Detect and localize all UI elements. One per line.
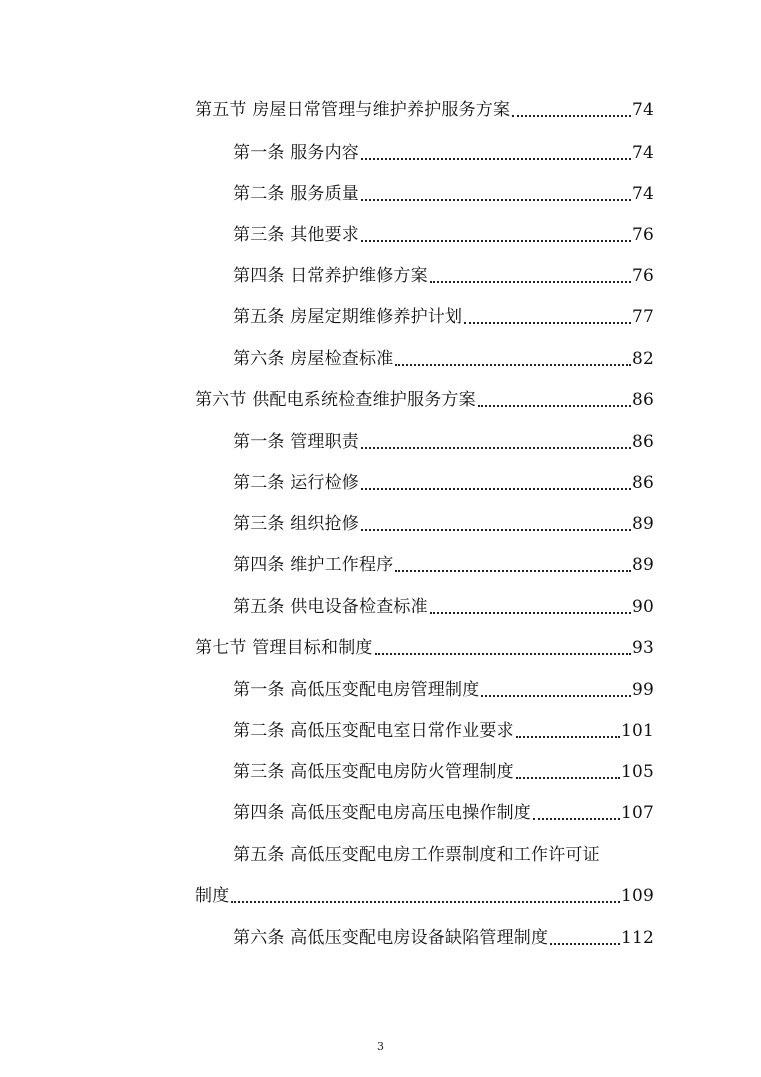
toc-entry[interactable] <box>233 470 654 494</box>
toc-entry-label: 第六条 房屋检查标准 <box>233 349 394 369</box>
toc-entry-section-5[interactable] <box>195 97 654 121</box>
toc-entry-page: 90 <box>631 597 654 617</box>
dot-leader <box>361 234 631 242</box>
dot-leader <box>375 647 631 655</box>
toc-entry-page: 76 <box>631 266 654 286</box>
toc-entry[interactable] <box>233 140 654 164</box>
dot-leader <box>481 689 631 697</box>
toc-entry-wrapped[interactable] <box>233 842 654 866</box>
dot-leader <box>430 606 631 614</box>
toc-entry-page: 86 <box>631 432 654 452</box>
toc-entry-label: 第七节 管理目标和制度 <box>195 638 373 658</box>
toc-entry-page: 89 <box>631 555 654 575</box>
dot-leader <box>430 275 631 283</box>
toc-entry-page: 89 <box>631 514 654 534</box>
toc-entry-label: 第三条 组织抢修 <box>233 514 360 534</box>
toc-entry[interactable] <box>233 222 654 246</box>
toc-entry[interactable] <box>233 511 654 535</box>
toc-entry-label: 第六条 高低压变配电房设备缺陷管理制度 <box>233 928 549 948</box>
dot-leader <box>395 564 631 572</box>
toc-entry-label-continued: 制度 <box>195 886 230 906</box>
toc-entry-page: 86 <box>631 473 654 493</box>
toc-entry-label: 第五条 房屋定期维修养护计划 <box>233 307 463 327</box>
dot-leader <box>478 399 631 407</box>
toc-entry-page: 109 <box>620 886 654 906</box>
toc-entry-page: 77 <box>631 307 654 327</box>
toc-entry-label: 第五条 供电设备检查标准 <box>233 597 428 617</box>
toc-entry-page: 74 <box>631 100 654 120</box>
toc-entry-page: 112 <box>620 928 654 948</box>
toc-entry-label: 第二条 服务质量 <box>233 184 360 204</box>
toc-entry-label: 第一条 管理职责 <box>233 432 360 452</box>
toc-entry[interactable] <box>233 925 654 949</box>
toc-entry[interactable] <box>233 429 654 453</box>
toc-entry-label: 第一条 服务内容 <box>233 143 360 163</box>
dot-leader <box>516 771 620 779</box>
toc-entry[interactable] <box>233 181 654 205</box>
toc-entry-page: 86 <box>631 390 654 410</box>
dot-leader <box>361 193 631 201</box>
toc-entry-label: 第一条 高低压变配电房管理制度 <box>233 680 480 700</box>
toc-entry-label: 第四条 维护工作程序 <box>233 555 394 575</box>
dot-leader <box>395 358 631 366</box>
toc-entry-page: 99 <box>631 680 654 700</box>
toc-entry[interactable] <box>233 552 654 576</box>
dot-leader <box>533 812 620 820</box>
toc-entry[interactable] <box>233 800 654 824</box>
toc-entry[interactable] <box>233 677 654 701</box>
dot-leader <box>464 316 631 324</box>
toc-entry-label: 第五节 房屋日常管理与维护养护服务方案 <box>195 100 511 120</box>
dot-leader <box>550 937 620 945</box>
toc-entry[interactable] <box>233 263 654 287</box>
toc-entry-page: 74 <box>631 184 654 204</box>
toc-entry-section-6[interactable] <box>195 387 654 411</box>
dot-leader <box>361 152 631 160</box>
dot-leader <box>516 730 620 738</box>
toc-entry-page: 107 <box>620 803 654 823</box>
toc-entry-label: 第四条 高低压变配电房高压电操作制度 <box>233 803 532 823</box>
toc-entry-label: 第六节 供配电系统检查维护服务方案 <box>195 390 476 410</box>
dot-leader <box>361 482 631 490</box>
toc-entry-label: 第三条 其他要求 <box>233 225 360 245</box>
toc-entry-page: 105 <box>620 762 654 782</box>
dot-leader <box>361 523 631 531</box>
toc-entry[interactable] <box>233 346 654 370</box>
page-number: 3 <box>377 1040 384 1053</box>
toc-entry[interactable] <box>233 759 654 783</box>
toc-entry-label: 第二条 高低压变配电室日常作业要求 <box>233 721 514 741</box>
toc-entry[interactable] <box>233 718 654 742</box>
toc-entry-page: 93 <box>631 638 654 658</box>
toc-entry-page: 101 <box>620 721 654 741</box>
toc-entry[interactable] <box>233 594 654 618</box>
toc-entry[interactable] <box>233 304 654 328</box>
dot-leader <box>361 441 631 449</box>
toc-entry-continuation[interactable] <box>195 883 654 907</box>
toc-entry-label: 第五条 高低压变配电房工作票制度和工作许可证 <box>233 845 600 865</box>
toc-entry-label: 第四条 日常养护维修方案 <box>233 266 428 286</box>
toc-entry-label: 第二条 运行检修 <box>233 473 360 493</box>
toc-entry-page: 76 <box>631 225 654 245</box>
toc-entry-page: 74 <box>631 143 654 163</box>
toc-entry-page: 82 <box>631 349 654 369</box>
toc-entry-label: 第三条 高低压变配电房防火管理制度 <box>233 762 514 782</box>
toc-entry-section-7[interactable] <box>195 635 654 659</box>
dot-leader <box>231 895 620 903</box>
dot-leader <box>512 109 631 117</box>
